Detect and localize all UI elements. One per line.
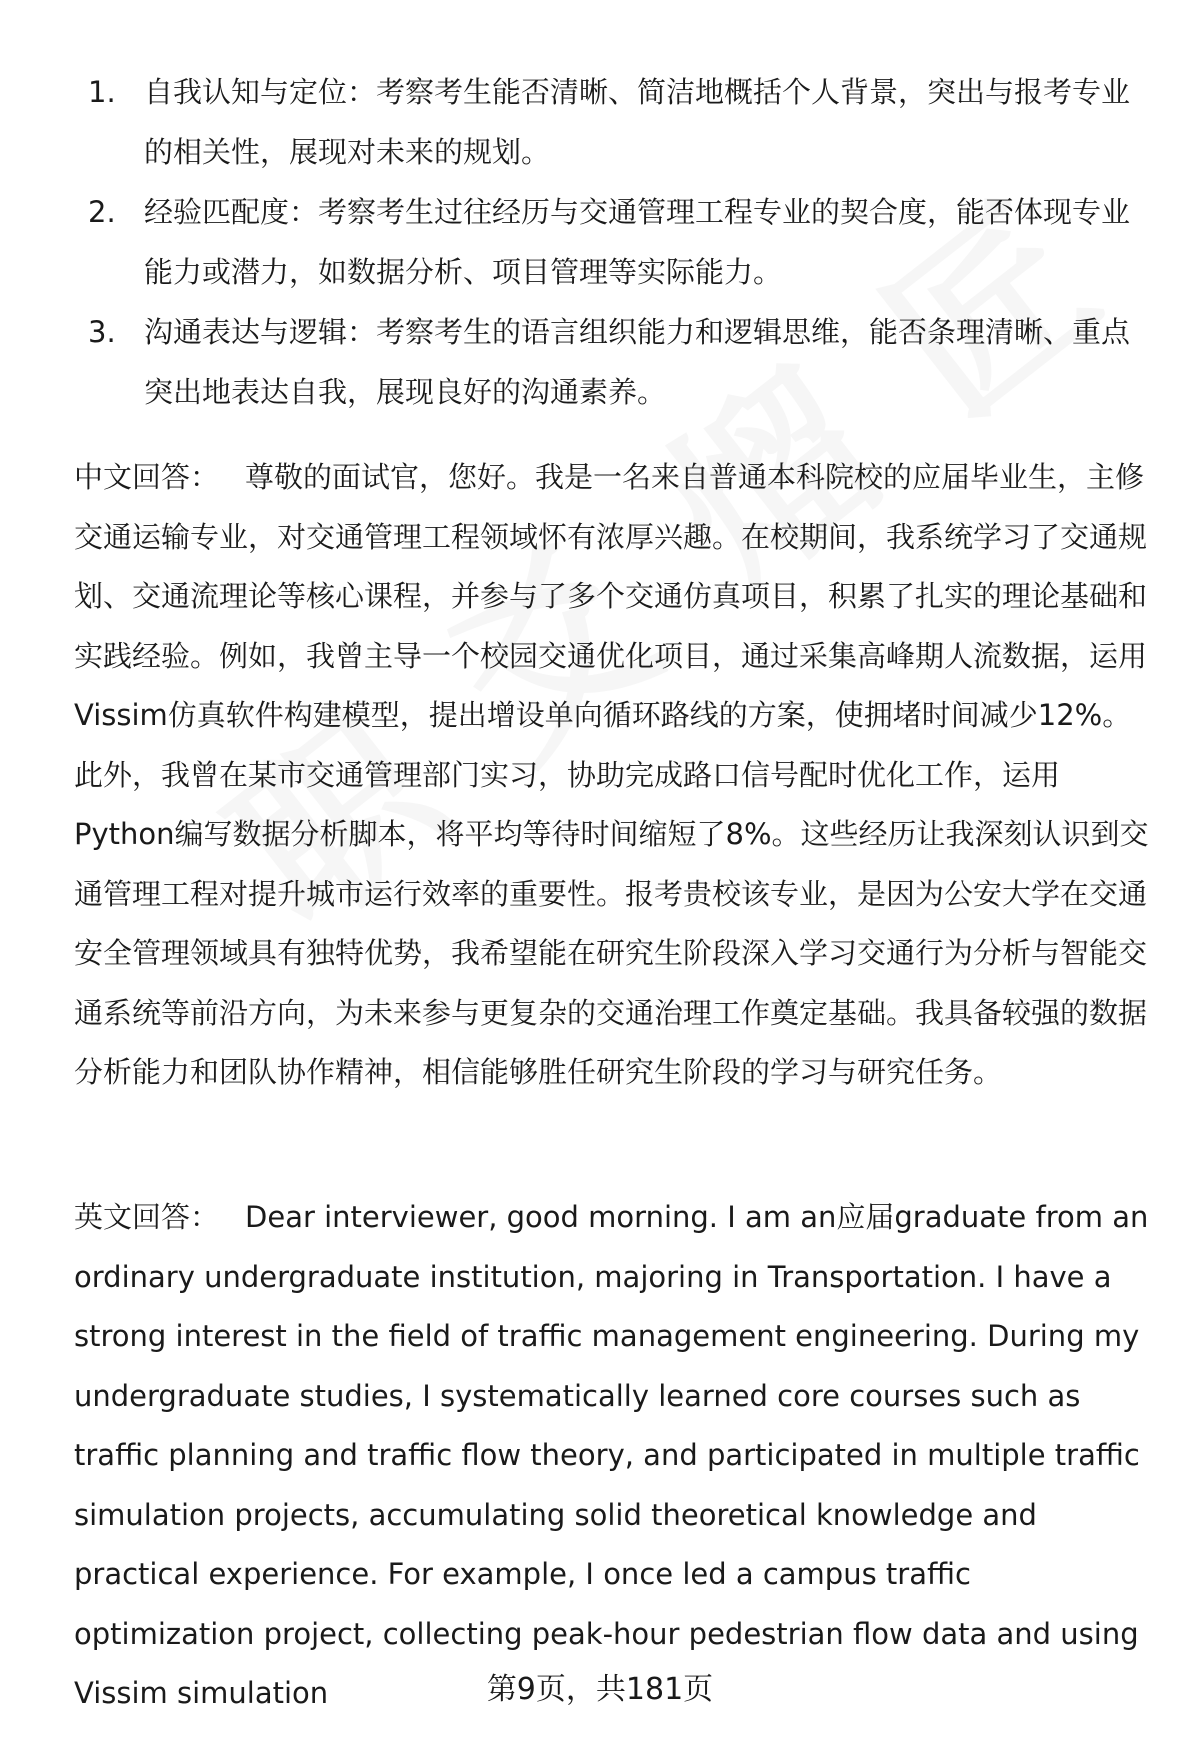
english-answer-label: 英文回答：: [74, 1200, 220, 1234]
criteria-item: [74, 182, 1154, 302]
criteria-item: [74, 62, 1154, 182]
criteria-number: 3.: [88, 315, 116, 349]
page-number-footer: 第9页，共181页: [486, 1672, 714, 1707]
chinese-answer-text: 尊敬的面试官，您好。我是一名来自普通本科院校的应届毕业生，主修交通运输专业，对交通管理工程领域怀有浓厚兴趣。在校期间，我系统学习了交通规划、交通流理论等核心课程，并参与了多个交通仿真项目，积累了扎实的理论基础和实践经验。例如，我曾主导一个校园交通优化项目，通过采集高峰期人流数据，运用Vissim仿真软件构建模型，提出增设单向循环路线的方案，使拥堵时间减少12%。此外，我曾在某市交通管理部门实习，协助完成路口信号配时优化工作，运用Python编写数据分析脚本，将平均等待时间缩短了8%。这些经历让我深刻认识到交通管理工程对提升城市运行效率的重要性。报考贵校该专业，是因为公安大学在交通安全管理领域具有独特优势，我希望能在研究生阶段深入学习交通行为分析与智能交通系统等前沿方向，为未来参与更复杂的交通治理工作奠定基础。我具备较强的数据分析能力和团队协作精神，相信能够胜任研究生阶段的学习与研究任务。: [74, 460, 1149, 1089]
evaluation-criteria-list: [74, 62, 1154, 422]
criteria-item: [74, 302, 1154, 422]
criteria-text: 自我认知与定位：考察考生能否清晰、简洁地概括个人背景，突出与报考专业的相关性，展现对未来的规划。: [144, 75, 1131, 169]
chinese-answer-label: 中文回答：: [74, 460, 220, 494]
criteria-text: 经验匹配度：考察考生过往经历与交通管理工程专业的契合度，能否体现专业能力或潜力，如数据分析、项目管理等实际能力。: [144, 195, 1131, 289]
english-answer-paragraph: [74, 1188, 1154, 1724]
english-answer-text: Dear interviewer, good morning. I am an应届graduate from an ordinary undergraduate institution, majoring in Transportation. I have a strong interest in the field of traffic management engineering. During my undergraduate studies, I systematically learned core courses such as traffic planning and traffic flow theory, and participated in multiple traffic simulation projects, accumulating solid theoretical knowledge and practical experience. For example, I once led a campus traffic optimization project, collecting peak-hour pedestrian flow data and using Vissim simulation: [74, 1200, 1149, 1710]
criteria-number: 1.: [88, 75, 116, 109]
chinese-answer-paragraph: [74, 448, 1154, 1103]
criteria-number: 2.: [88, 195, 116, 229]
criteria-text: 沟通表达与逻辑：考察考生的语言组织能力和逻辑思维，能否条理清晰、重点突出地表达自我，展现良好的沟通素养。: [144, 315, 1131, 409]
